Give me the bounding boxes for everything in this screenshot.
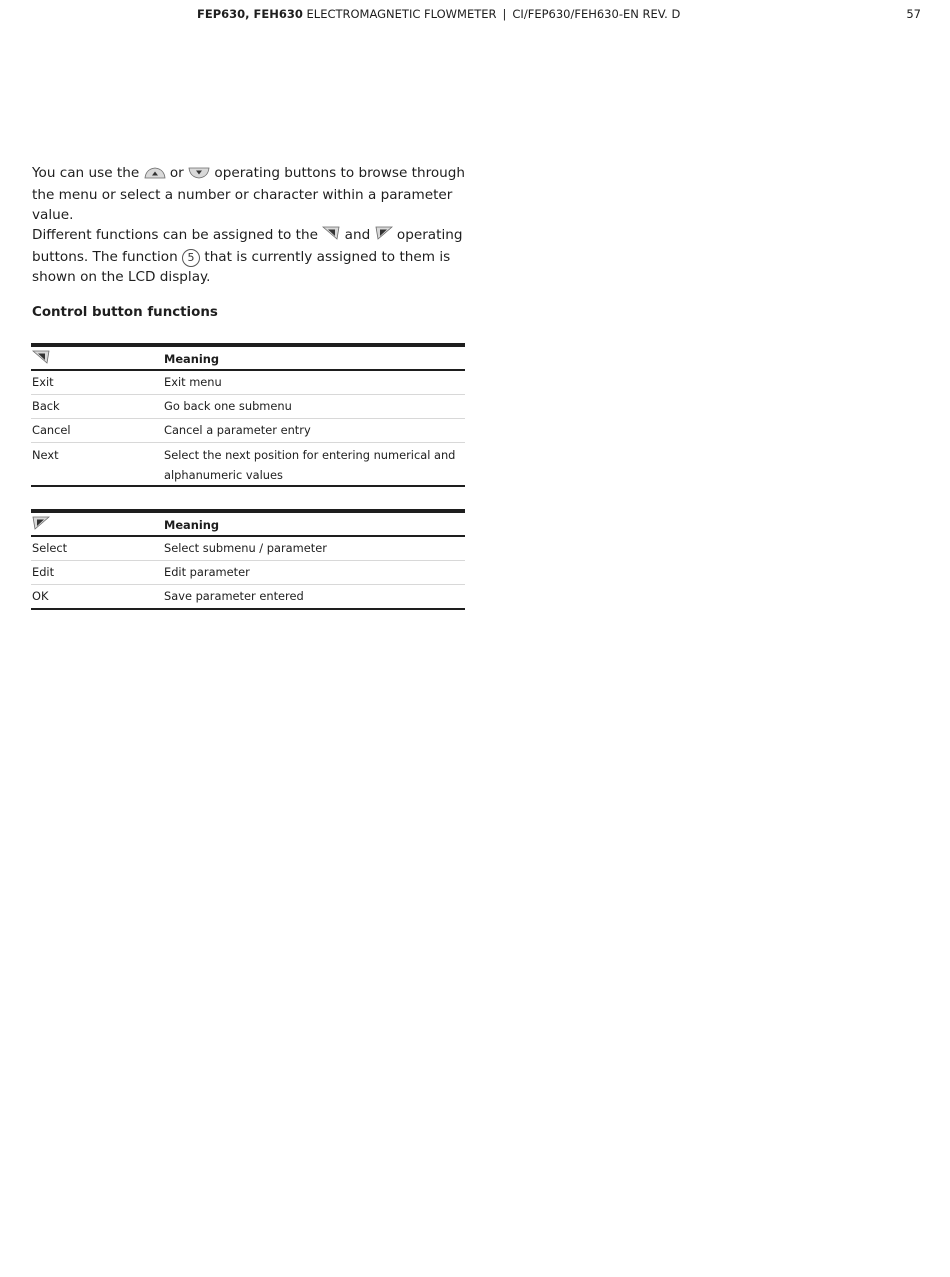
intro-text <box>32 163 472 287</box>
intro-text-segment: Different functions can be assigned to the <box>32 227 318 243</box>
function-meaning: Save parameter entered <box>164 589 304 603</box>
meaning-header: Meaning <box>164 351 220 366</box>
right-softkey-table <box>31 509 465 610</box>
table-header-row <box>31 345 465 370</box>
function-meaning: Exit menu <box>164 375 222 389</box>
header-device: ELECTROMAGNETIC FLOWMETER <box>306 7 497 21</box>
left-softkey-table <box>31 343 465 487</box>
function-meaning: Edit parameter <box>164 565 250 579</box>
meaning-header: Meaning <box>164 517 220 532</box>
function-key: OK <box>32 589 49 603</box>
table-row <box>31 370 465 395</box>
intro-text-segment: operating buttons. The function <box>32 227 463 265</box>
table-header-row <box>31 511 465 536</box>
function-meaning: Go back one submenu <box>164 399 292 413</box>
table-row <box>31 561 465 585</box>
up-arrow-button-icon <box>144 165 166 185</box>
intro-text-segment: that is currently assigned to them is shown on the LCD display. <box>32 249 451 285</box>
table-row <box>31 443 465 487</box>
down-arrow-button-icon <box>188 165 210 185</box>
right-softkey-icon <box>32 516 50 534</box>
page-number: 57 <box>906 7 921 21</box>
header-separator: | <box>502 7 507 21</box>
intro-paragraph-1 <box>32 163 472 225</box>
left-softkey-icon <box>32 350 50 368</box>
table-row <box>31 419 465 443</box>
function-callout-number: 5 <box>182 249 200 267</box>
function-meaning: Select the next position for entering numerical and alphanumeric values <box>164 448 456 482</box>
function-meaning: Select submenu / parameter <box>164 541 327 555</box>
table-row <box>31 585 465 610</box>
intro-text-segment: and <box>344 227 371 243</box>
header-icon-cell <box>31 511 164 536</box>
header-doc-ref: CI/FEP630/FEH630-EN REV. D <box>512 7 681 21</box>
page-header <box>0 5 950 23</box>
function-key: Edit <box>32 565 55 579</box>
right-softkey-icon <box>375 226 393 247</box>
table-row <box>31 536 465 561</box>
function-key: Cancel <box>32 423 71 437</box>
header-title <box>197 5 680 23</box>
function-key: Back <box>32 399 60 413</box>
function-key: Select <box>32 541 68 555</box>
function-meaning: Cancel a parameter entry <box>164 423 311 437</box>
intro-text-segment: You can use the <box>32 165 140 181</box>
table-row <box>31 395 465 419</box>
header-icon-cell <box>31 345 164 370</box>
function-key: Exit <box>32 375 54 389</box>
intro-text-segment: or <box>169 165 184 181</box>
section-title: Control button functions <box>32 305 218 320</box>
intro-paragraph-2 <box>32 225 472 287</box>
function-key: Next <box>32 448 59 462</box>
left-softkey-icon <box>322 226 340 247</box>
header-product: FEP630, FEH630 <box>197 7 303 21</box>
intro-text-segment: operating buttons to browse through the menu or select a number or character within a parameter value. <box>32 165 466 223</box>
